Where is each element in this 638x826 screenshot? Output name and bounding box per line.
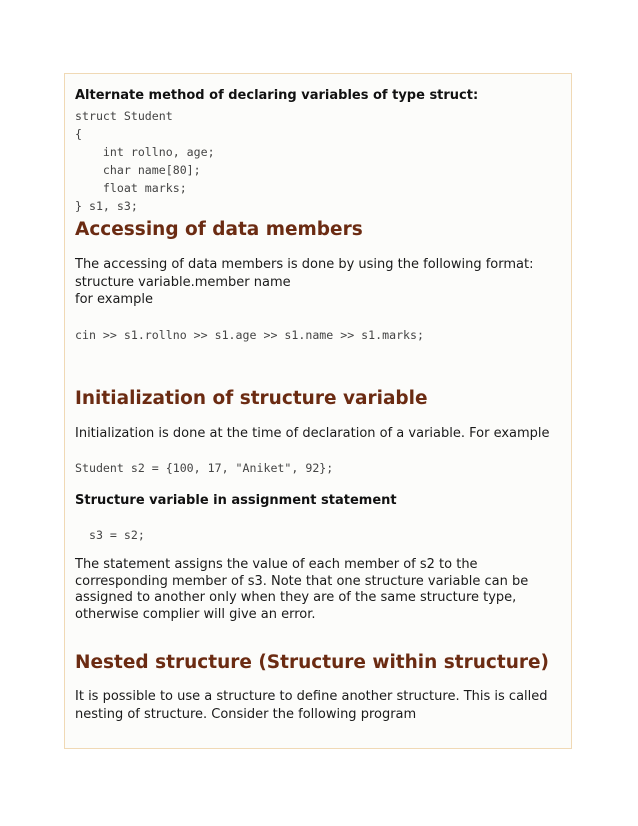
nested-text-line2: nesting of structure. Consider the following program xyxy=(75,707,417,722)
struct-declaration-code: struct Student { int rollno, age; char name[80]; float marks; } s1, s3; xyxy=(75,109,215,213)
alternate-method-heading: Alternate method of declaring variables of type struct: xyxy=(75,88,479,103)
assignment-heading: Structure variable in assignment statement xyxy=(75,493,397,508)
accessing-code: cin >> s1.rollno >> s1.age >> s1.name >> s1.marks; xyxy=(75,328,425,342)
nested-section-title: Nested structure (Structure within structure) xyxy=(75,652,550,673)
accessing-text-line1: The accessing of data members is done by using the following format: xyxy=(75,257,534,272)
accessing-text-line2: structure variable.member name xyxy=(75,275,291,290)
initialization-text: Initialization is done at the time of declaration of a variable. For example xyxy=(75,426,550,441)
nested-text-line1: It is possible to use a structure to define another structure. This is called xyxy=(75,689,548,704)
accessing-section-title: Accessing of data members xyxy=(75,219,363,240)
assignment-code: s3 = s2; xyxy=(75,528,145,542)
initialization-code: Student s2 = {100, 17, "Aniket", 92}; xyxy=(75,461,334,475)
initialization-section-title: Initialization of structure variable xyxy=(75,388,428,409)
accessing-text-line3: for example xyxy=(75,292,153,307)
assignment-text: The statement assigns the value of each member of s2 to the corresponding member of s3. Note that one structure variable can be assigned to another only when they are of the same structure type, otherwise complier will give an error. xyxy=(75,557,529,622)
